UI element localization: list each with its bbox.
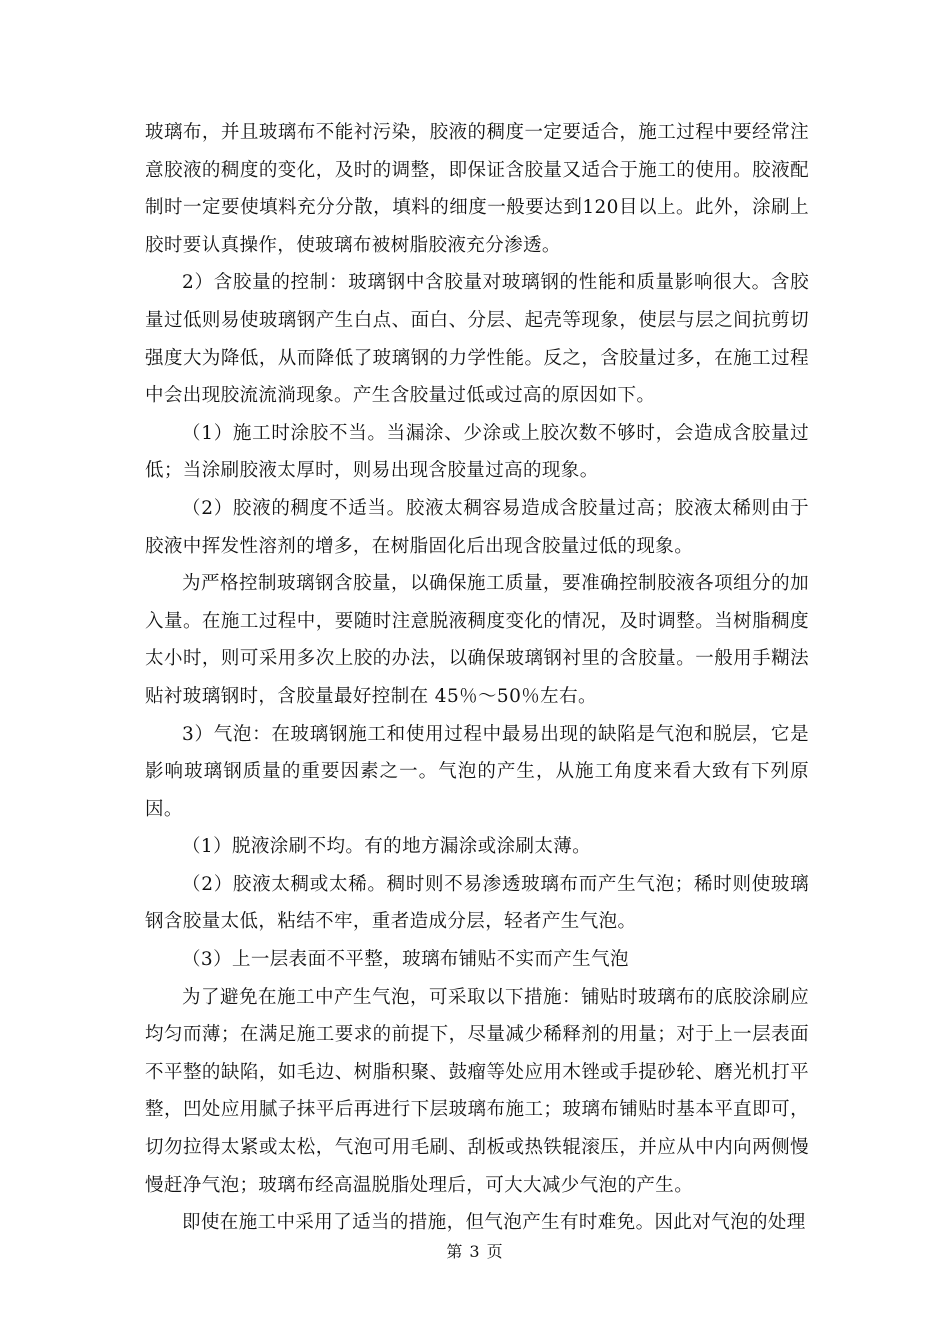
paragraph-10: 为了避免在施工中产生气泡，可采取以下措施：铺贴时玻璃布的底胶涂刷应均匀而薄；在满足施工要求的前提下，尽量减少稀释剂的用量；对于上一层表面不平整的缺陷，如毛边、树脂积聚、鼓瘤等处应用木锉或手提砂轮、磨光机打平整，凹处应用腻子抹平后再进行下层玻璃布施工；玻璃布铺贴时基本平直即可，切勿拉得太紧或太松，气泡可用毛刷、刮板或热铁辊滚压，并应从中内向两侧慢慢赶净气泡；玻璃布经高温脱脂处理后，可大大减少气泡的产生。 [145, 986, 809, 1196]
paragraph-4: （2）胶液的稠度不适当。胶液太稠容易造成含胶量过高；胶液太稀则由于胶液中挥发性溶剂的增多，在树脂固化后出现含胶量过低的现象。 [145, 497, 809, 557]
paragraph-9: （3）上一层表面不平整，玻璃布铺贴不实而产生气泡 [182, 949, 629, 971]
paragraph-5: 为严格控制玻璃钢含胶量，以确保施工质量，要准确控制胶液各项组分的加入量。在施工过程中，要随时注意脱液稠度变化的情况，及时调整。当树脂稠度太小时，则可采用多次上胶的办法，以确保玻璃钢衬里的含胶量。一般用手糊法贴衬玻璃钢时，含胶量最好控制在 45％～50％左右。 [145, 573, 809, 707]
paragraph-1: 玻璃布，并且玻璃布不能衬污染，胶液的稠度一定要适合，施工过程中要经常注意胶液的稠度的变化，及时的调整，即保证含胶量又适合于施工的使用。胶液配制时一定要使填料充分分散，填料的细度一般要达到120目以上。此外，涂刷上胶时要认真操作，使玻璃布被树脂胶液充分渗透。 [145, 122, 809, 256]
body-text [145, 114, 809, 1242]
page-number-footer: 第 3 页 [446, 1242, 504, 1261]
paragraph-3: （1）施工时涂胶不当。当漏涂、少涂或上胶次数不够时，会造成含胶量过低；当涂刷胶液太厚时，则易出现含胶量过高的现象。 [145, 422, 809, 482]
paragraph-11: 即使在施工中采用了适当的措施，但气泡产生有时难免。因此对气泡的处理 [182, 1212, 806, 1234]
paragraph-6: 3）气泡：在玻璃钢施工和使用过程中最易出现的缺陷是气泡和脱层，它是影响玻璃钢质量的重要因素之一。气泡的产生，从施工角度来看大致有下列原因。 [145, 723, 809, 820]
paragraph-2: 2）含胶量的控制：玻璃钢中含胶量对玻璃钢的性能和质量影响很大。含胶量过低则易使玻璃钢产生白点、面白、分层、起壳等现象，使层与层之间抗剪切强度大为降低，从而降低了玻璃钢的力学性能。反之，含胶量过多，在施工过程中会出现胶流流淌现象。产生含胶量过低或过高的原因如下。 [145, 272, 809, 407]
paragraph-8: （2）胶液太稠或太稀。稠时则不易渗透玻璃布而产生气泡；稀时则使玻璃钢含胶量太低，粘结不牢，重者造成分层，轻者产生气泡。 [145, 873, 809, 933]
paragraph-7: （1）脱液涂刷不均。有的地方漏涂或涂刷太薄。 [182, 836, 592, 858]
